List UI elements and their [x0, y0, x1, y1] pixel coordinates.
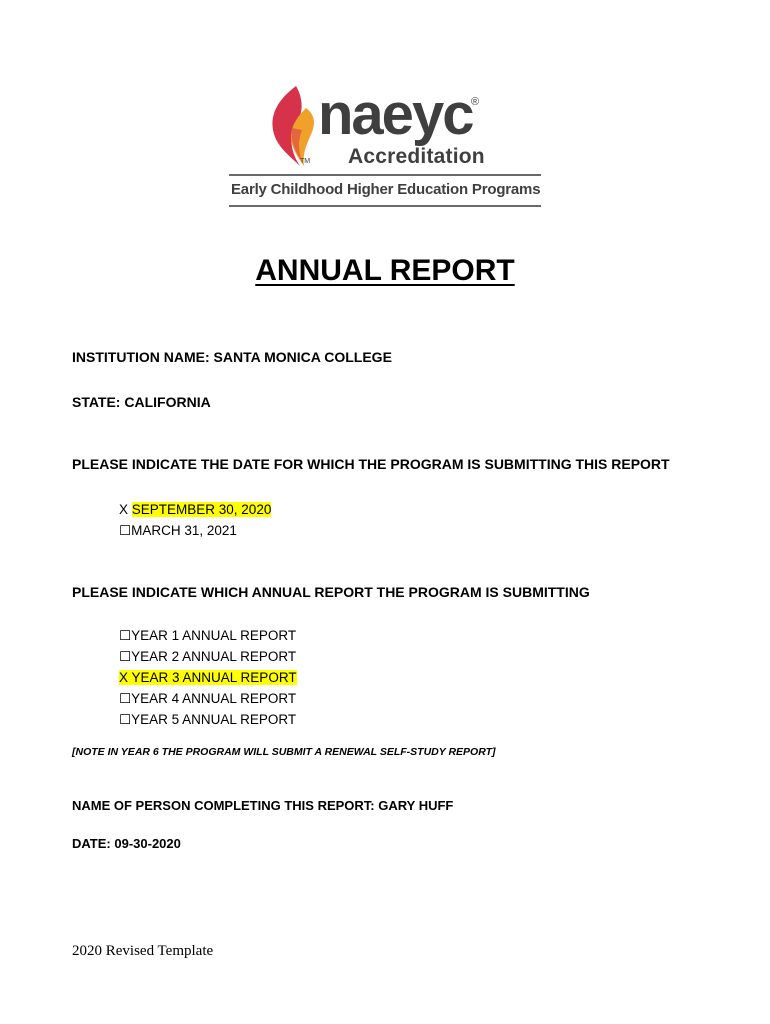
checkbox-icon: ☐: [119, 628, 132, 643]
date-question: PLEASE INDICATE THE DATE FOR WHICH THE PROGRAM IS SUBMITTING THIS REPORT: [72, 456, 670, 472]
report-option-year-2: [119, 650, 296, 664]
report-option-year-5: [119, 713, 296, 727]
page-title-text: ANNUAL REPORT: [255, 254, 515, 287]
naeyc-flame-icon: [262, 84, 320, 168]
report-option-year-1: [119, 629, 296, 643]
checkbox-icon: ☐: [119, 712, 132, 727]
date-option-marker: X: [119, 502, 132, 517]
page-title: [0, 256, 770, 286]
logo-wordmark: naeyc: [318, 82, 473, 147]
renewal-note: [NOTE IN YEAR 6 THE PROGRAM WILL SUBMIT A RENEWAL SELF-STUDY REPORT]: [72, 746, 496, 758]
institution-name: INSTITUTION NAME: SANTA MONICA COLLEGE: [72, 349, 392, 365]
registered-mark: ®: [471, 96, 480, 108]
report-question: PLEASE INDICATE WHICH ANNUAL REPORT THE PROGRAM IS SUBMITTING: [72, 584, 590, 600]
checkbox-icon: ☐: [119, 649, 132, 664]
person-completing: NAME OF PERSON COMPLETING THIS REPORT: GARY HUFF: [72, 798, 454, 813]
date-option-september: [119, 503, 271, 517]
report-option-label: YEAR 3 ANNUAL REPORT: [131, 670, 297, 685]
report-option-year-4: [119, 692, 296, 706]
report-option-year-3: [119, 671, 297, 685]
logo-divider-top: [229, 174, 541, 176]
report-option-label: YEAR 1 ANNUAL REPORT: [131, 628, 297, 643]
report-option-marker: X: [119, 670, 132, 685]
report-date: DATE: 09-30-2020: [72, 836, 181, 851]
date-option-label: MARCH 31, 2021: [131, 523, 237, 538]
date-option-label: SEPTEMBER 30, 2020: [131, 502, 272, 517]
logo-tagline: Early Childhood Higher Education Programs: [231, 181, 541, 198]
checkbox-icon: ☐: [119, 523, 132, 538]
report-option-label: YEAR 2 ANNUAL REPORT: [131, 649, 297, 664]
state-field: STATE: CALIFORNIA: [72, 394, 211, 410]
date-option-march: [119, 524, 237, 538]
logo-subtitle: Accreditation: [348, 145, 485, 168]
checkbox-icon: ☐: [119, 691, 132, 706]
logo-divider-bottom: [229, 205, 541, 207]
report-option-label: YEAR 5 ANNUAL REPORT: [131, 712, 297, 727]
report-option-label: YEAR 4 ANNUAL REPORT: [131, 691, 297, 706]
footer-template-note: 2020 Revised Template: [72, 943, 214, 959]
trademark-mark: TM: [300, 158, 311, 165]
